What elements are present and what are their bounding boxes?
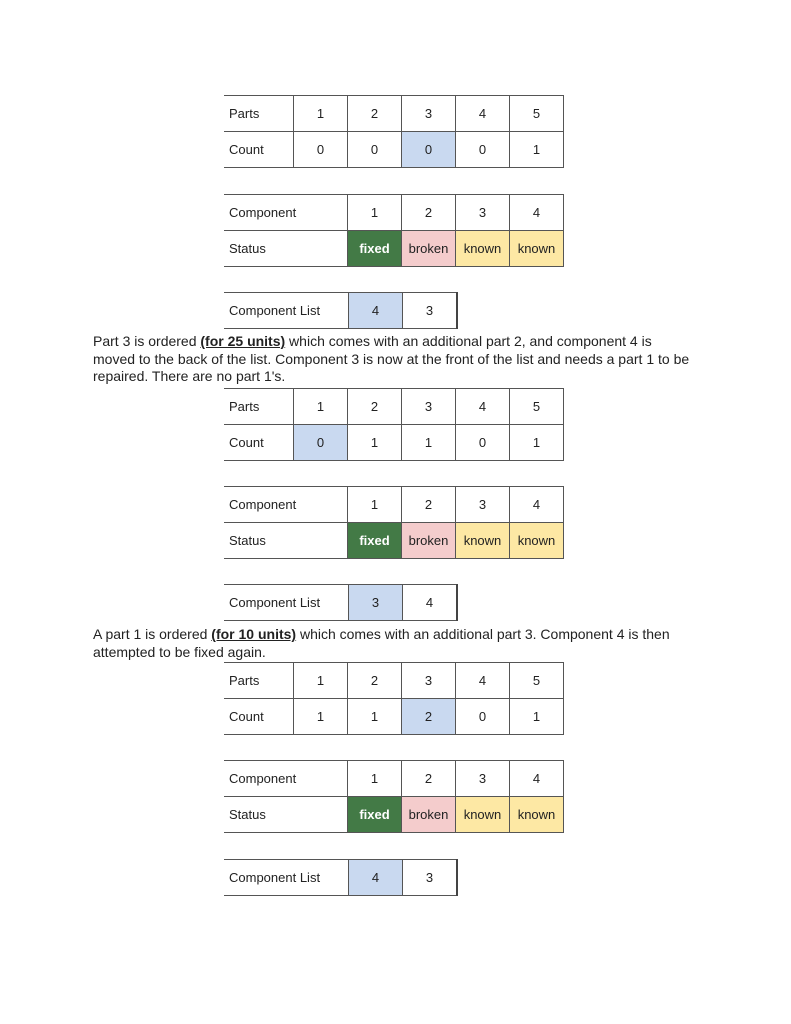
para-text: which comes with an additional part 3. Component 4 is then attempted to be fixed again. bbox=[93, 626, 670, 660]
component-list-label: Component List bbox=[224, 585, 349, 621]
paragraph-part3-ordered bbox=[93, 333, 693, 386]
count-cell: 0 bbox=[456, 132, 510, 168]
count-cell-highlighted: 2 bbox=[402, 699, 456, 735]
component-label: Component bbox=[224, 761, 348, 797]
part-cell: 5 bbox=[510, 663, 564, 699]
count-cell: 1 bbox=[510, 699, 564, 735]
status-broken: broken bbox=[402, 797, 456, 833]
component-cell: 1 bbox=[348, 487, 402, 523]
component-label: Component bbox=[224, 487, 348, 523]
count-label: Count bbox=[224, 425, 294, 461]
count-label: Count bbox=[224, 132, 294, 168]
component-status-table-1 bbox=[224, 194, 564, 267]
part-cell: 3 bbox=[402, 663, 456, 699]
paragraph-part1-ordered bbox=[93, 626, 693, 661]
part-cell: 2 bbox=[348, 96, 402, 132]
component-label: Component bbox=[224, 195, 348, 231]
component-cell: 2 bbox=[402, 195, 456, 231]
component-cell: 1 bbox=[348, 761, 402, 797]
status-label: Status bbox=[224, 523, 348, 559]
count-cell: 1 bbox=[348, 425, 402, 461]
component-list-front: 3 bbox=[349, 585, 403, 621]
status-known: known bbox=[456, 523, 510, 559]
status-fixed: fixed bbox=[348, 797, 402, 833]
component-list-table-1 bbox=[224, 292, 458, 329]
status-label: Status bbox=[224, 231, 348, 267]
part-cell: 2 bbox=[348, 389, 402, 425]
parts-label: Parts bbox=[224, 96, 294, 132]
component-list-item: 3 bbox=[403, 860, 458, 896]
part-cell: 1 bbox=[294, 389, 348, 425]
component-list-item: 3 bbox=[403, 293, 458, 329]
count-cell: 1 bbox=[510, 425, 564, 461]
component-list-front: 4 bbox=[349, 860, 403, 896]
parts-count-table-2 bbox=[224, 388, 564, 461]
status-known: known bbox=[510, 523, 564, 559]
part-cell: 3 bbox=[402, 96, 456, 132]
component-cell: 2 bbox=[402, 487, 456, 523]
component-list-label: Component List bbox=[224, 860, 349, 896]
status-known: known bbox=[456, 231, 510, 267]
count-cell: 0 bbox=[294, 132, 348, 168]
para-text: Part 3 is ordered bbox=[93, 333, 201, 349]
part-cell: 4 bbox=[456, 663, 510, 699]
parts-count-table-1 bbox=[224, 95, 564, 168]
count-label: Count bbox=[224, 699, 294, 735]
para-emphasis: (for 10 units) bbox=[211, 626, 297, 642]
count-cell: 0 bbox=[456, 425, 510, 461]
part-cell: 5 bbox=[510, 389, 564, 425]
count-cell: 1 bbox=[510, 132, 564, 168]
component-cell: 4 bbox=[510, 761, 564, 797]
component-cell: 3 bbox=[456, 761, 510, 797]
part-cell: 4 bbox=[456, 96, 510, 132]
part-cell: 3 bbox=[402, 389, 456, 425]
component-list-label: Component List bbox=[224, 293, 349, 329]
count-cell: 0 bbox=[348, 132, 402, 168]
part-cell: 1 bbox=[294, 663, 348, 699]
component-list-item: 4 bbox=[403, 585, 458, 621]
component-cell: 2 bbox=[402, 761, 456, 797]
parts-label: Parts bbox=[224, 663, 294, 699]
status-known: known bbox=[456, 797, 510, 833]
status-fixed: fixed bbox=[348, 523, 402, 559]
component-cell: 4 bbox=[510, 487, 564, 523]
component-list-table-3 bbox=[224, 859, 458, 896]
status-broken: broken bbox=[402, 523, 456, 559]
para-text: which comes with an additional part 2, and component 4 is moved to the back of the list. Component 3 is now at the front of the list and needs a part 1 to be repaired. There are no part 1's. bbox=[93, 333, 690, 384]
status-broken: broken bbox=[402, 231, 456, 267]
part-cell: 4 bbox=[456, 389, 510, 425]
count-cell-highlighted: 0 bbox=[402, 132, 456, 168]
component-list-table-2 bbox=[224, 584, 458, 621]
count-cell: 0 bbox=[456, 699, 510, 735]
count-cell: 1 bbox=[348, 699, 402, 735]
parts-count-table-3 bbox=[224, 662, 564, 735]
status-label: Status bbox=[224, 797, 348, 833]
status-known: known bbox=[510, 231, 564, 267]
part-cell: 5 bbox=[510, 96, 564, 132]
component-list-front: 4 bbox=[349, 293, 403, 329]
para-emphasis: (for 25 units) bbox=[200, 333, 286, 349]
component-cell: 4 bbox=[510, 195, 564, 231]
component-cell: 1 bbox=[348, 195, 402, 231]
status-fixed: fixed bbox=[348, 231, 402, 267]
component-status-table-2 bbox=[224, 486, 564, 559]
part-cell: 2 bbox=[348, 663, 402, 699]
component-cell: 3 bbox=[456, 195, 510, 231]
part-cell: 1 bbox=[294, 96, 348, 132]
count-cell: 1 bbox=[294, 699, 348, 735]
component-status-table-3 bbox=[224, 760, 564, 833]
component-cell: 3 bbox=[456, 487, 510, 523]
count-cell-highlighted: 0 bbox=[294, 425, 348, 461]
parts-label: Parts bbox=[224, 389, 294, 425]
status-known: known bbox=[510, 797, 564, 833]
count-cell: 1 bbox=[402, 425, 456, 461]
para-text: A part 1 is ordered bbox=[93, 626, 212, 642]
